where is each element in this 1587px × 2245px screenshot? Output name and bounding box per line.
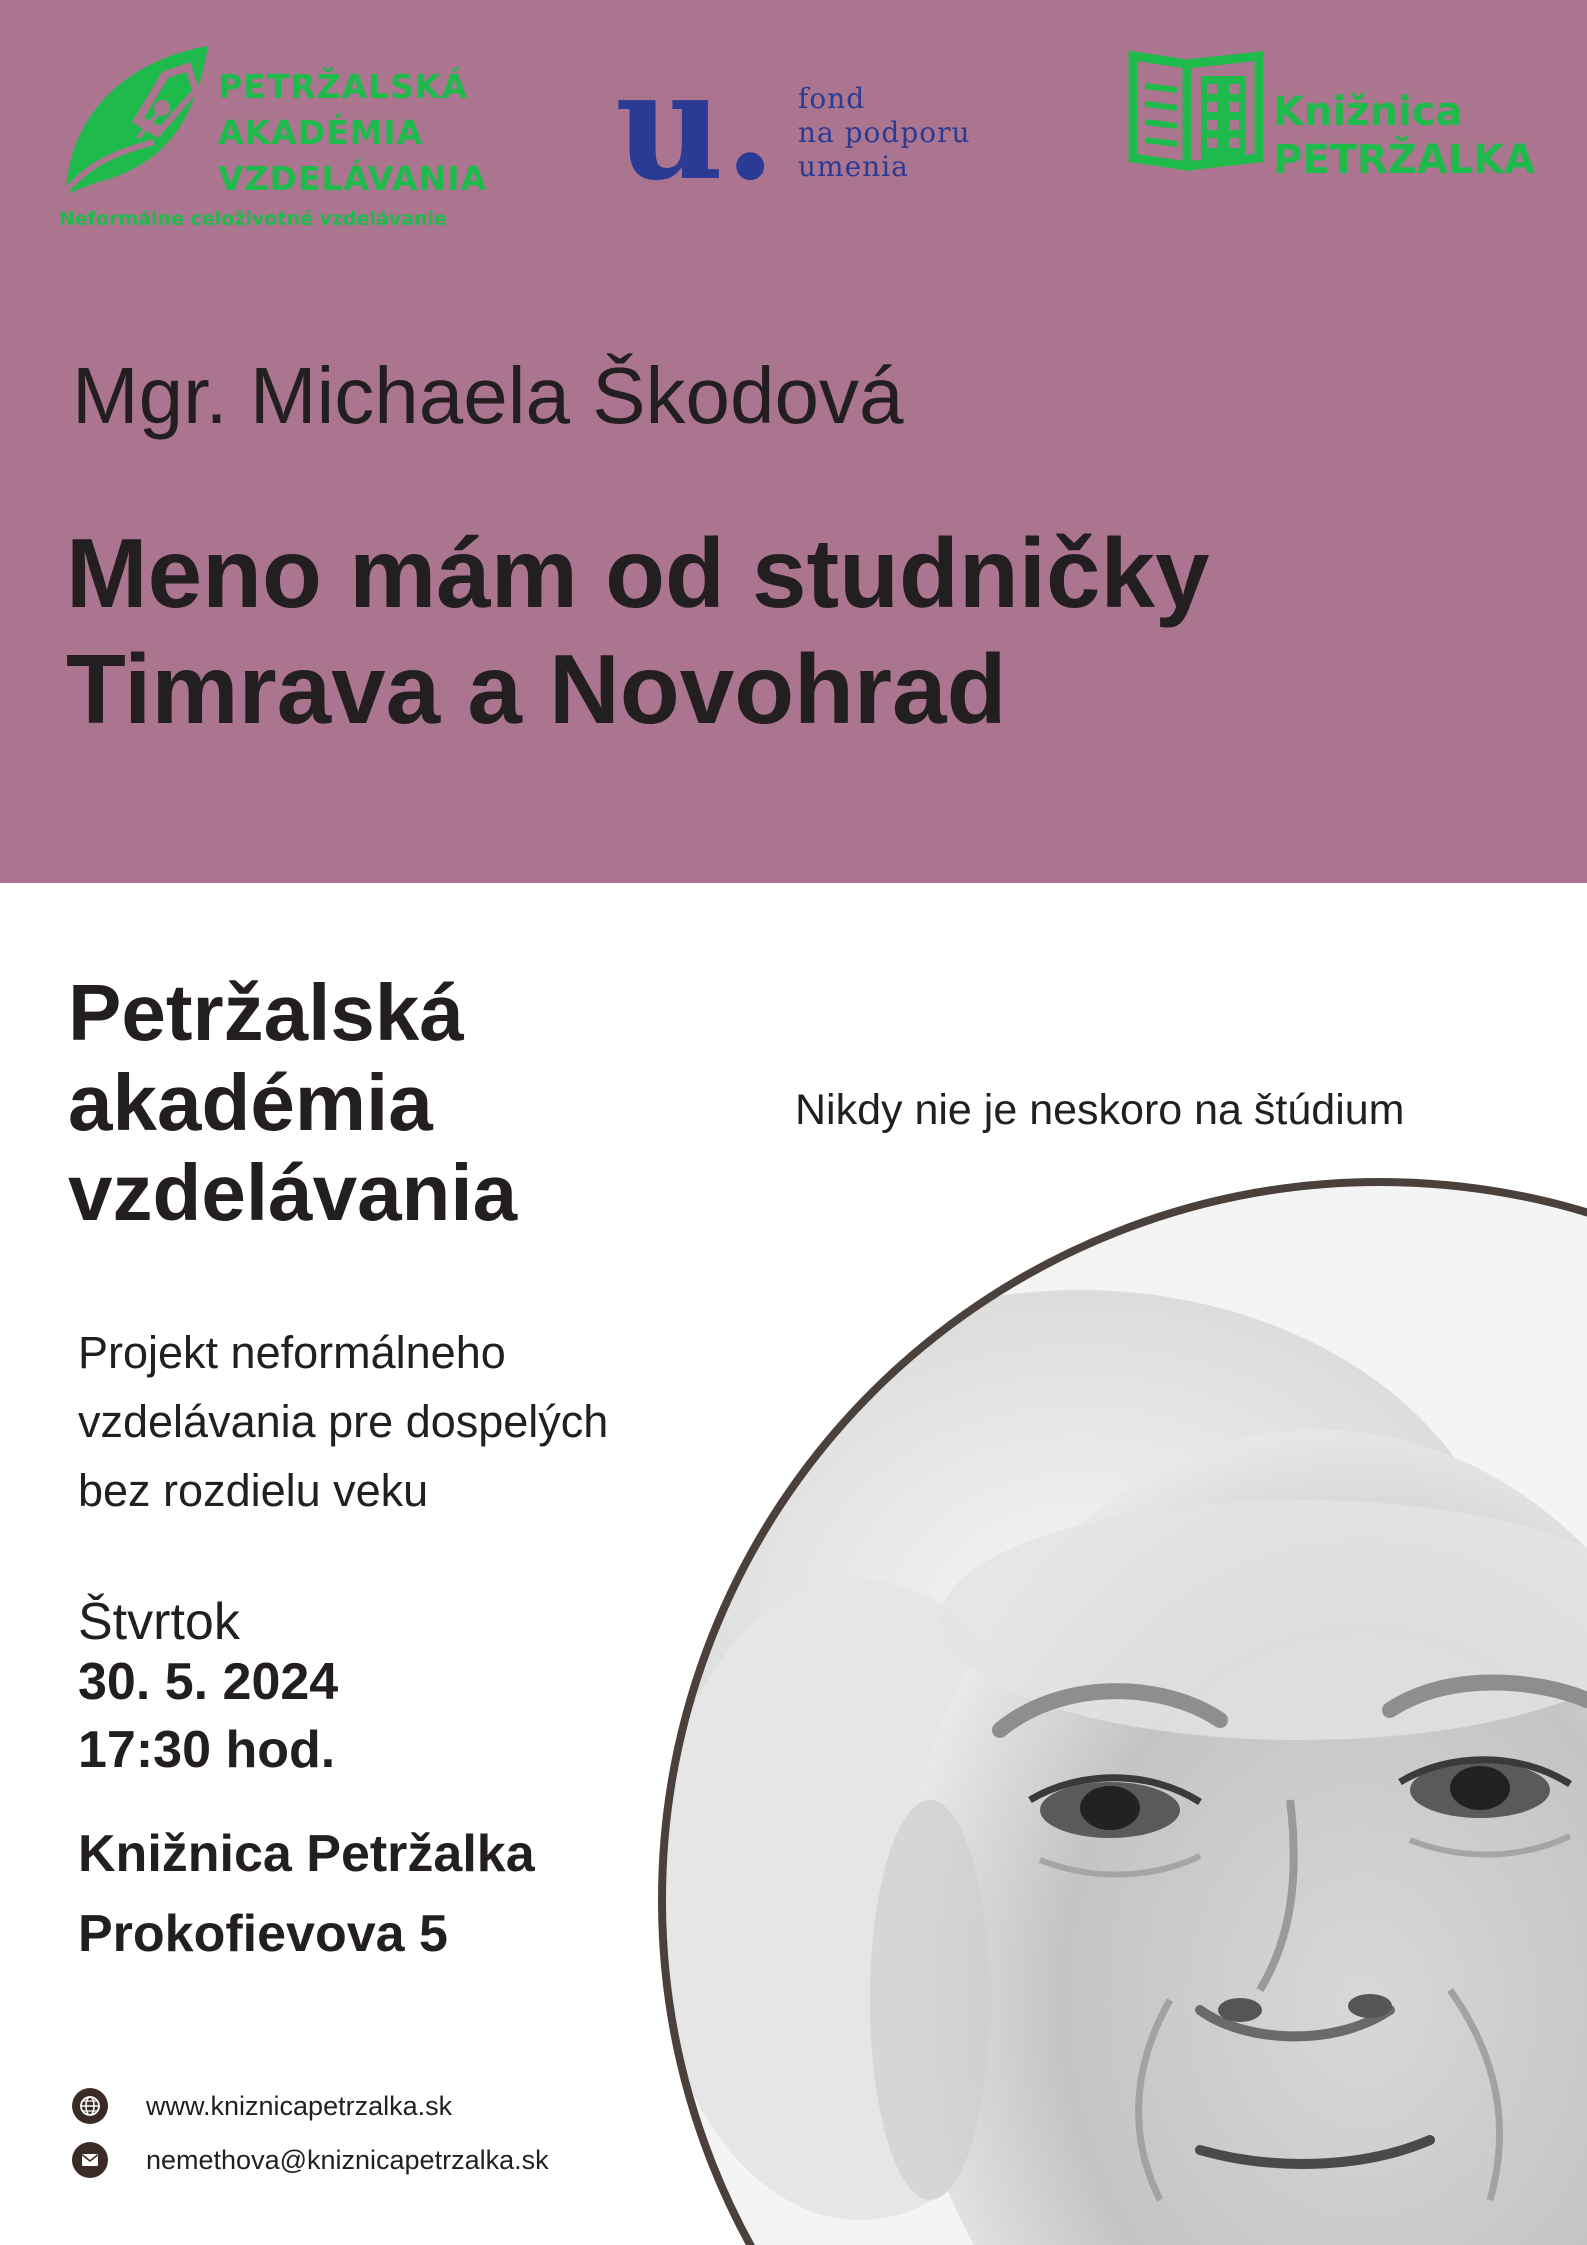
globe-icon	[72, 2088, 108, 2124]
academy-heading-line: Petržalská	[68, 968, 464, 1057]
email-link[interactable]: nemethova@kniznicapetrzalka.sk	[146, 2144, 549, 2175]
website-link[interactable]: www.kniznicapetrzalka.sk	[146, 2090, 453, 2121]
fund-logo	[615, 70, 995, 200]
academy-logo	[58, 42, 498, 242]
event-title-line: Timrava a Novohrad	[66, 634, 1007, 744]
academy-heading	[68, 968, 517, 1238]
fund-logo-text: fond na podporu umenia	[798, 82, 971, 183]
academy-logo-name: PETRŽALSKÁ AKADÉMIA VZDELÁVANIA	[218, 67, 488, 198]
header-band	[0, 0, 1587, 883]
lecturer-name: Mgr. Michaela Škodová	[72, 351, 904, 440]
envelope-icon	[72, 2142, 108, 2178]
fund-logo-letter: u.	[615, 70, 777, 200]
open-book-building-icon	[1127, 46, 1267, 186]
event-date: 30. 5. 2024	[78, 1653, 339, 1711]
event-title	[66, 515, 1210, 747]
email-contact[interactable]	[72, 2142, 549, 2178]
academy-heading-line: vzdelávania	[68, 1148, 518, 1237]
venue-name: Knižnica Petržalka	[78, 1825, 535, 1883]
pen-nib-leaf-icon	[58, 42, 228, 202]
event-time: 17:30 hod.	[78, 1721, 336, 1779]
academy-heading-line: akadémia	[68, 1058, 433, 1147]
event-title-line: Meno mám od studničky	[66, 518, 1210, 628]
library-logo	[1127, 46, 1547, 196]
library-logo-text: Knižnica PETRŽALKA	[1273, 89, 1536, 183]
academy-logo-tagline: Neformálne celoživotné vzdelávanie	[59, 208, 447, 230]
motto: Nikdy nie je neskoro na štúdium	[795, 1086, 1405, 1134]
venue-address: Prokofievova 5	[78, 1905, 448, 1963]
event-venue	[78, 1814, 535, 1974]
project-description	[78, 1318, 608, 1525]
description-line: Projekt neformálneho	[78, 1327, 506, 1378]
fund-logo-mark	[615, 70, 785, 200]
event-day: Štvrtok	[78, 1593, 240, 1651]
description-line: bez rozdielu veku	[78, 1465, 429, 1516]
description-line: vzdelávania pre dospelých	[78, 1396, 609, 1447]
portrait-ring	[662, 1182, 1587, 2245]
website-contact[interactable]	[72, 2088, 452, 2124]
